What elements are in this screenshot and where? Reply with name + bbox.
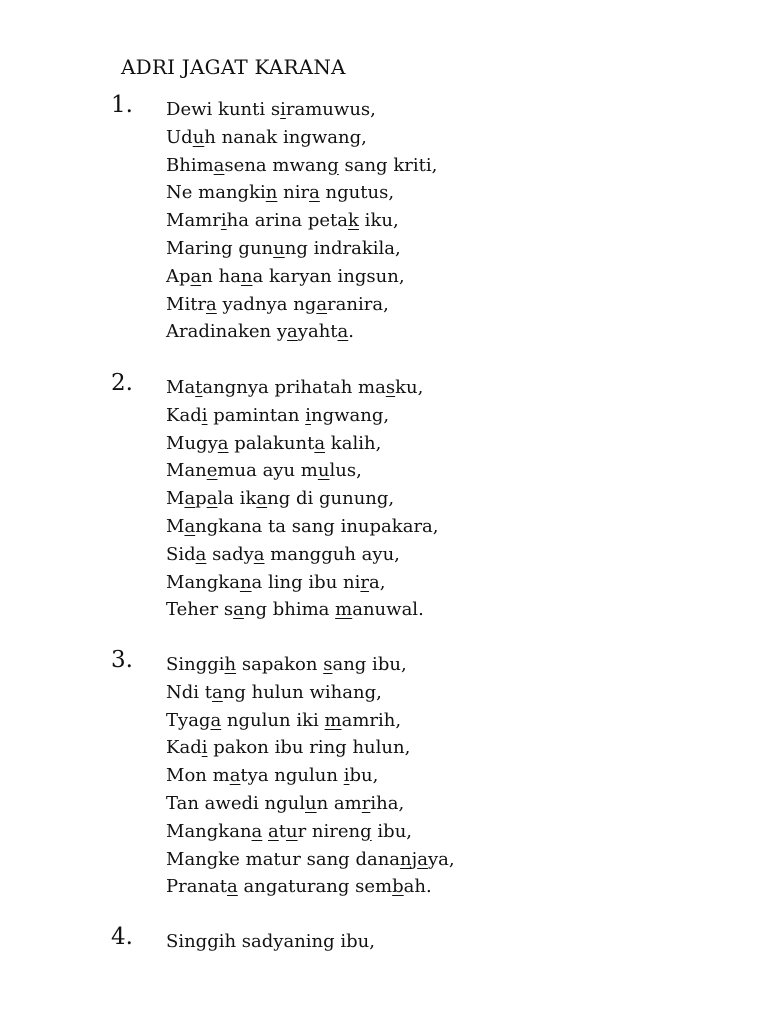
underlined-letter: r [361, 792, 371, 814]
stanza-lines [166, 96, 437, 346]
underlined-letter: m [335, 599, 353, 621]
verse-line: Mapala ikang di gunung, [166, 488, 395, 510]
underlined-letter: a [253, 543, 265, 565]
verse-line: Teher sang bhima manuwal. [166, 599, 424, 621]
underlined-letter: a [314, 432, 326, 454]
underlined-letter: n [265, 182, 278, 204]
verse-line: Mitra yadnya ngaranira, [166, 293, 389, 315]
stanza-lines [166, 374, 439, 624]
underlined-letter: m [324, 709, 342, 731]
underlined-letter: a [184, 488, 196, 510]
verse-line: Ndi tang hulun wihang, [166, 681, 382, 703]
underlined-letter: a [256, 488, 268, 510]
stanza-lines [166, 651, 455, 901]
underlined-letter: a [213, 154, 225, 176]
verse-line: Kadi pakon ibu ring hulun, [166, 737, 411, 759]
underlined-letter: n [240, 265, 253, 287]
verse-line: Singgih sadyaning ibu, [166, 931, 375, 952]
stanza-number: 3. [111, 647, 133, 673]
underlined-letter: a [309, 182, 320, 204]
verse-line: Mangke matur sang dananjaya, [166, 848, 455, 870]
stanza-number: 4. [111, 924, 133, 950]
underlined-letter: a [417, 848, 428, 870]
underlined-letter: a [206, 488, 218, 510]
underlined-letter: i [201, 404, 208, 426]
verse-line: Bhimasena mwang sang kriti, [166, 154, 438, 176]
underlined-letter: a [227, 876, 238, 898]
underlined-letter: g [360, 820, 372, 842]
stanza-number: 1. [111, 92, 133, 118]
underlined-letter: a [212, 681, 223, 703]
document-title: ADRI JAGAT KARANA [121, 55, 346, 79]
verse-line: Singgih sapakon sang ibu, [166, 654, 407, 675]
underlined-letter: a [316, 293, 328, 315]
verse-line: Mon matya ngulun ibu, [166, 765, 379, 787]
underlined-letter: a [195, 543, 207, 565]
underlined-letter: a [251, 820, 263, 842]
underlined-letter: a [287, 321, 298, 343]
verse-line: Maring gunung indrakila, [166, 237, 401, 259]
underlined-letter: a [190, 265, 202, 287]
verse-line: Mangkana ling ibu nira, [166, 571, 386, 593]
underlined-letter: i [201, 737, 208, 759]
verse-line: Manemua ayu mulus, [166, 460, 362, 482]
underlined-letter: g [327, 154, 339, 176]
underlined-letter: k [348, 210, 359, 232]
underlined-letter: b [392, 876, 404, 898]
verse-line: Pranata angaturang sembah. [166, 876, 432, 898]
verse-line: Tan awedi ngulun amriha, [166, 792, 405, 814]
underlined-letter: u [273, 237, 285, 259]
underlined-letter: n [239, 571, 252, 593]
verse-line: Matangnya prihatah masku, [166, 377, 424, 398]
underlined-letter: a [184, 515, 196, 537]
stanza-lines [166, 928, 375, 956]
verse-line: Tyaga ngulun iki mamrih, [166, 709, 402, 731]
verse-line: Mangkana atur nireng ibu, [166, 820, 413, 842]
verse-line: Aradinaken yayahta. [166, 321, 354, 343]
underlined-letter: a [337, 321, 349, 343]
verse-line: Apan hana karyan ingsun, [166, 265, 405, 287]
underlined-letter: i [343, 765, 350, 787]
underlined-letter: i [305, 404, 311, 426]
verse-line: Uduh nanak ingwang, [166, 126, 367, 148]
underlined-letter: a [217, 432, 229, 454]
underlined-letter: n [400, 848, 412, 870]
verse-line: Mangkana ta sang inupakara, [166, 515, 439, 537]
underlined-letter: e [206, 460, 218, 482]
underlined-letter: h [224, 654, 237, 675]
underlined-letter: a [229, 765, 241, 787]
underlined-letter: r [360, 571, 369, 593]
verse-line: Dewi kunti siramuwus, [166, 99, 376, 120]
underlined-letter: u [192, 126, 205, 148]
verse-line: Mamriha arina petak iku, [166, 210, 399, 232]
underlined-letter: s [323, 654, 333, 675]
verse-line: Kadi pamintan ingwang, [166, 404, 390, 426]
stanza-number: 2. [111, 370, 133, 396]
underlined-letter: u [305, 792, 317, 814]
underlined-letter: i [280, 99, 286, 120]
underlined-letter: u [285, 820, 298, 842]
underlined-letter: t [195, 377, 203, 398]
verse-line: Ne mangkin nira ngutus, [166, 182, 395, 204]
underlined-letter: u [317, 460, 330, 482]
verse-line: Sida sadya mangguh ayu, [166, 543, 400, 565]
underlined-letter: s [385, 377, 396, 398]
underlined-letter: i [220, 210, 227, 232]
verse-line: Mugya palakunta kalih, [166, 432, 382, 454]
underlined-letter: a [268, 820, 279, 842]
underlined-letter: a [233, 599, 244, 621]
underlined-letter: a [206, 293, 217, 315]
underlined-letter: a [210, 709, 222, 731]
